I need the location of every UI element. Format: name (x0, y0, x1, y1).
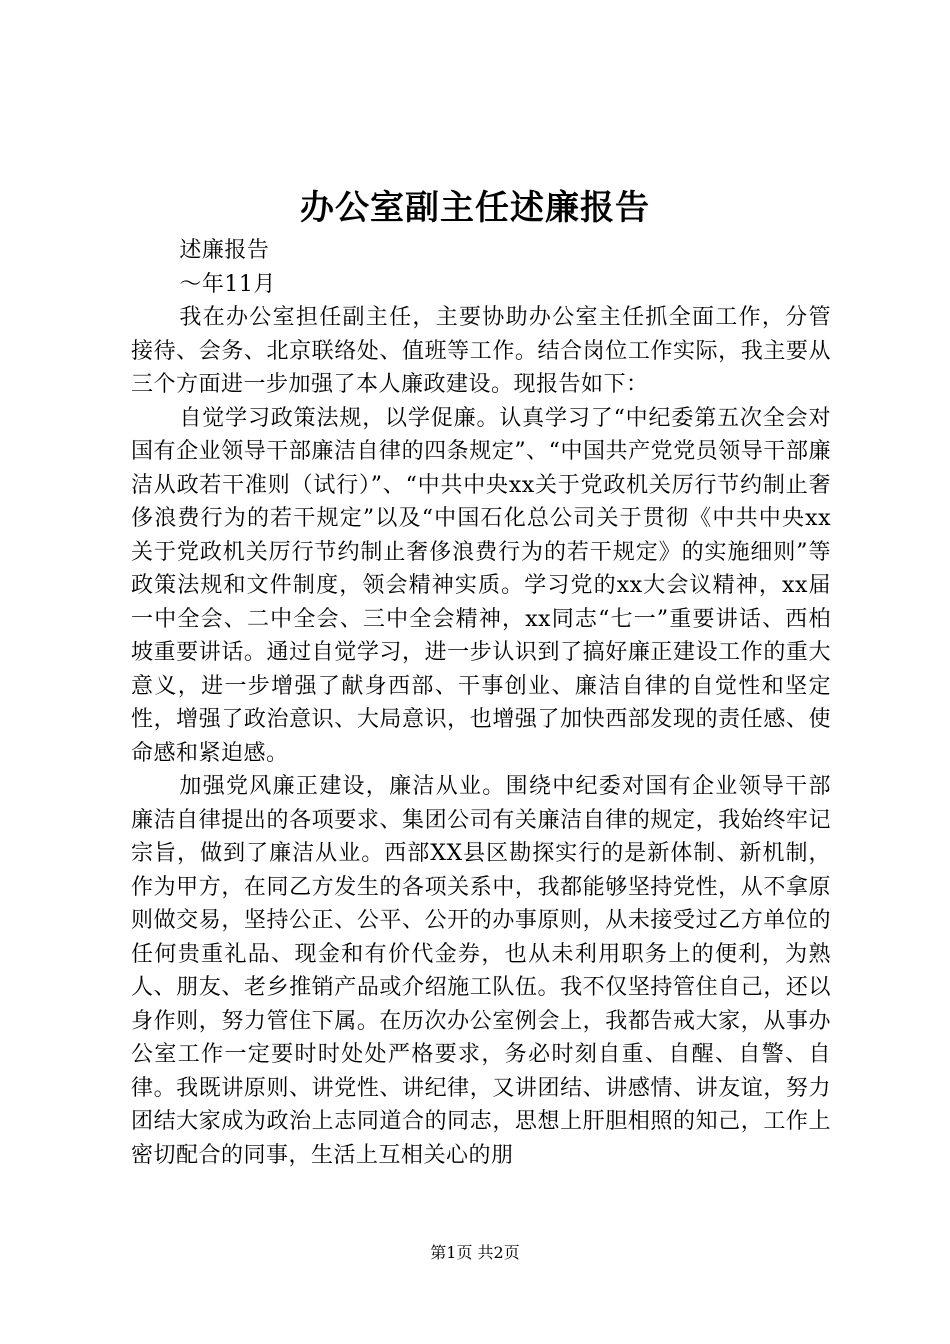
document-body (131, 234, 831, 1172)
page-footer: 第1页 共2页 (430, 1243, 520, 1262)
document-title: 办公室副主任述廉报告 (300, 188, 650, 228)
paragraph-date: ～年11月 (179, 271, 276, 297)
paragraph-study: 自觉学习政策法规，以学促廉。认真学习了“中纪委第五次全会对国有企业领导干部廉洁自律的四条规定”、“中国共产党党员领导干部廉洁从政若干准则（试行）”、“中共中央xx关于党政机关厉行节约制止奢侈浪费行为的若干规定”以及“中国石化总公司关于贯彻《中共中央xx关于党政机关厉行节约制止奢侈浪费行为的若干规定》的实施细则”等政策法规和文件制度，领会精神实质。学习党的xx大会议精神，xx届一中全会、二中全会、三中全会精神，xx同志“七一”重要讲话、西柏坡重要讲话。通过自觉学习，进一步认识到了搞好廉正建设工作的重大意义，进一步增强了献身西部、干事创业、廉洁自律的自觉性和坚定性，增强了政治意识、大局意识，也增强了加快西部发现的责任感、使命感和紧迫感。 (131, 405, 831, 766)
paragraph-heading: 述廉报告 (179, 238, 270, 263)
paragraph-integrity: 加强党风廉正建设，廉洁从业。围绕中纪委对国有企业领导干部廉洁自律提出的各项要求、集团公司有关廉洁自律的规定，我始终牢记宗旨，做到了廉洁从业。西部XX县区勘探实行的是新体制、新机制，作为甲方，在同乙方发生的各项关系中，我都能够坚持党性，从不拿原则做交易，坚持公正、公平、公开的办事原则，从未接受过乙方单位的任何贵重礼品、现金和有价代金券，也从未利用职务上的便利，为熟人、朋友、老乡推销产品或介绍施工队伍。我不仅坚持管住自己，还以身作则，努力管住下属。在历次办公室例会上，我都告戒大家，从事办公室工作一定要时时处处严格要求，务必时刻自重、自醒、自警、自律。我既讲原则、讲党性、讲纪律，又讲团结、讲感情、讲友谊，努力团结大家成为政治上志同道合的同志，思想上肝胆相照的知己，工作上密切配合的同事，生活上互相关心的朋 (131, 774, 831, 1168)
paragraph-intro: 我在办公室担任副主任，主要协助办公室主任抓全面工作，分管接待、会务、北京联络处、值班等工作。结合岗位工作实际，我主要从三个方面进一步加强了本人廉政建设。现报告如下： (131, 305, 831, 397)
